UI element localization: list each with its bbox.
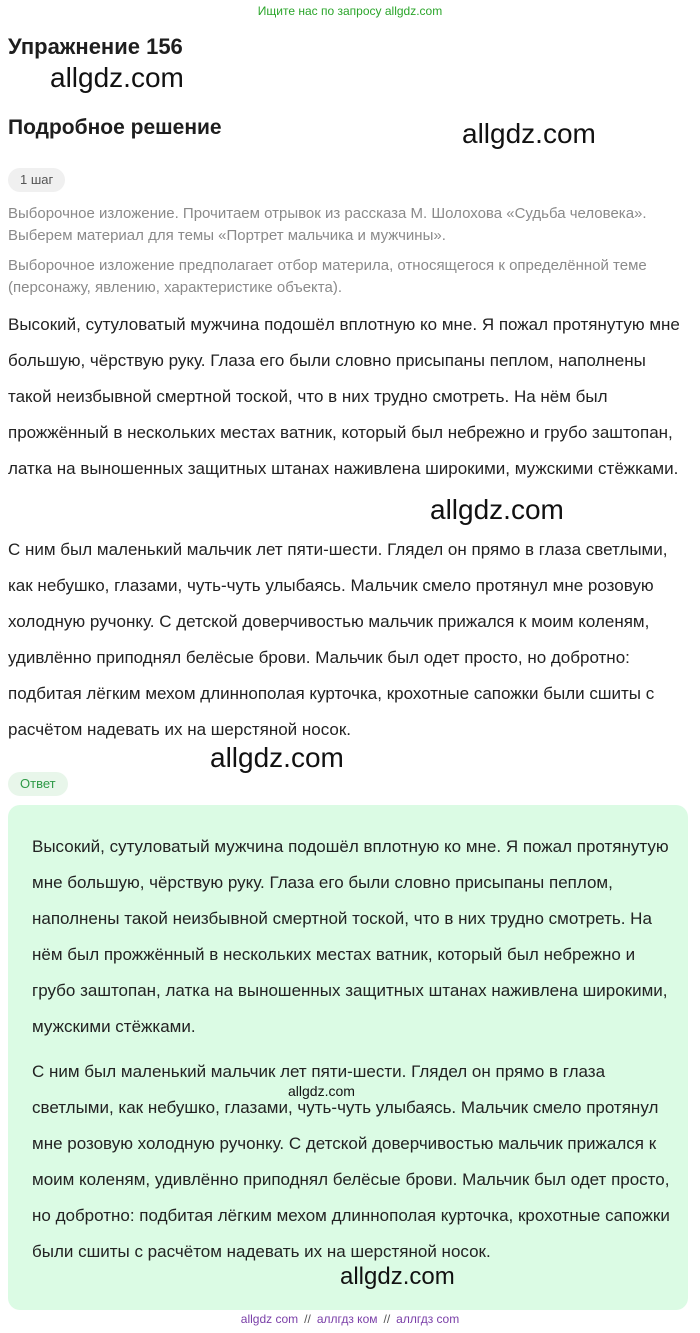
footer-separator: // bbox=[304, 1312, 311, 1326]
step-badge: 1 шаг bbox=[8, 168, 65, 192]
footer-link[interactable]: аллгдз ком bbox=[316, 1312, 378, 1326]
solution-paragraph: Высокий, сутуловатый мужчина подошёл вплотную ко мне. Я пожал протянутую мне большую, чёрствую руку. Глаза его были словно присыпаны пеплом, наполнены такой неизбывной смертной тоской, что в них трудно смотреть. На нём был прожжённый в нескольких местах ватник, который был небрежно и грубо заштопан, латка на выношенных защитных штанах наживлена широкими, мужскими стёжками. bbox=[8, 315, 680, 478]
search-hint-link[interactable]: Ищите нас по запросу allgdz.com bbox=[257, 4, 443, 18]
watermark: allgdz.com bbox=[430, 494, 564, 525]
solution-paragraph: С ним был маленький мальчик лет пяти-шести. Глядел он прямо в глаза светлыми, как небушко, глазами, чуть-чуть улыбаясь. Мальчик смело протянул мне розовую холодную ручонку. С детской доверчивостью мальчик прижался к моим коленям, удивлённо приподнял белёсые брови. Мальчик был одет просто, но добротно: подбитая лёгким мехом длиннополая курточка, крохотные сапожки были сшиты с расчётом надевать их на шерстяной носок. bbox=[8, 540, 668, 739]
footer-link[interactable]: allgdz com bbox=[240, 1312, 299, 1326]
footer-link[interactable]: аллгдз com bbox=[396, 1312, 460, 1326]
answer-badge: Ответ bbox=[8, 772, 68, 796]
footer-separator: // bbox=[383, 1312, 391, 1326]
page-title: Упражнение 156 bbox=[8, 34, 183, 59]
footer bbox=[0, 1312, 700, 1326]
watermark: allgdz.com bbox=[340, 1263, 455, 1290]
answer-paragraph: Высокий, сутуловатый мужчина подошёл вплотную ко мне. Я пожал протянутую мне большую, чёрствую руку. Глаза его были словно присыпаны пеплом, наполнены такой неизбывной смертной тоской, что в них трудно смотреть. На нём был прожжённый в нескольких местах ватник, который был небрежно и грубо заштопан, латка на выношенных защитных штанах наживлена широкими, мужскими стёжками. bbox=[32, 837, 669, 1036]
step-note: Выборочное изложение. Прочитаем отрывок из рассказа М. Шолохова «Судьба человека». Выберем материал для темы «Портрет мальчика и мужчины». bbox=[8, 205, 647, 244]
answer-paragraph: С ним был маленький мальчик лет пяти-шести. Глядел он прямо в глаза светлыми, как небушко, глазами, чуть-чуть улыбаясь. Мальчик смело протянул мне розовую холодную ручонку. С детской доверчивостью мальчик прижался к моим коленям, удивлённо приподнял белёсые брови. Мальчик был одет просто, но добротно: подбитая лёгким мехом длиннополая курточка, крохотные сапожки были сшиты с расчётом надевать их на шерстяной носок. bbox=[32, 1062, 670, 1261]
answer-box bbox=[8, 805, 688, 1310]
watermark: allgdz.com bbox=[462, 118, 596, 149]
step-note: Выборочное изложение предполагает отбор материла, относящегося к определённой теме (персонажу, явлению, характеристике объекта). bbox=[8, 257, 647, 296]
watermark: allgdz.com bbox=[210, 742, 344, 773]
watermark: allgdz.com bbox=[50, 62, 184, 93]
watermark: allgdz.com bbox=[288, 1083, 355, 1099]
section-title: Подробное решение bbox=[8, 116, 222, 139]
